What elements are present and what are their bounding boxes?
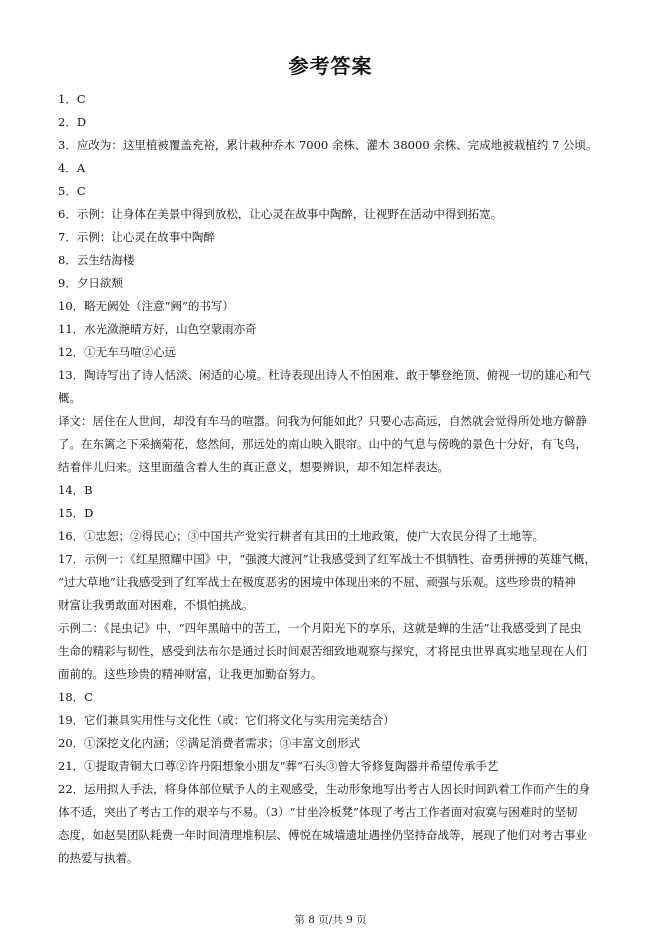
answer-line: 的热爱与执着。 bbox=[58, 851, 139, 865]
page-title: 参考答案 bbox=[288, 54, 373, 78]
answer-line: 14．B bbox=[58, 483, 93, 497]
answer-line: 示例二：《昆虫记》中，“四年黑暗中的苦工，一个月阳光下的享乐，这就是蝉的生活”让我感受到了昆虫 bbox=[58, 621, 582, 635]
answer-line: 20．①深挖文化内涵；②满足消费者需求；③丰富文创形式 bbox=[58, 736, 361, 750]
answer-line: 22．运用拟人手法，将身体部位赋予人的主观感受，生动形象地写出考古人因长时间趴着工作而产生的身 bbox=[58, 782, 591, 796]
answer-line: 面前的。这些珍贵的精神财富，让我更加勤奋努力。 bbox=[58, 667, 323, 681]
answer-line: 1．C bbox=[58, 92, 86, 106]
answer-line: 19．它们兼具实用性与文化性（或：它们将文化与实用完美结合） bbox=[58, 713, 395, 727]
answer-line: “过大草地”让我感受到了红军战士在极度恶劣的困境中体现出来的不屈、顽强与乐观。这些珍贵的精神 bbox=[58, 575, 576, 589]
answer-line: 生命的精彩与韧性，感受到法布尔是通过长时间艰苦细致地观察与探究，才将昆虫世界真实地呈现在人们 bbox=[58, 644, 587, 658]
answer-line: 16．①忠恕；②得民心；③中国共产党实行耕者有其田的土地政策，使广大农民分得了土地等。 bbox=[58, 529, 545, 543]
answer-line: 态度，如赵昊团队耗费一年时间清理堆积层、傅悦在城墙遗址遇挫仍坚持奋战等，展现了他们对考古事业 bbox=[58, 828, 587, 842]
answer-line: 译文：居住在人世间，却没有车马的喧嚣。问我为何能如此？只要心志高远，自然就会觉得所处地方僻静 bbox=[58, 414, 587, 428]
answer-line: 了。在东篱之下采摘菊花，悠然间，那远处的南山映入眼帘。山中的气息与傍晚的景色十分好，有飞鸟， bbox=[58, 437, 587, 451]
answer-line: 2．D bbox=[58, 115, 87, 129]
answer-line: 9．夕日欲颓 bbox=[58, 276, 123, 290]
answer-line: 体不适，突出了考古工作的艰辛与不易。（3）“甘坐冷板凳”体现了考古工作者面对寂寞与困难时的坚韧 bbox=[58, 805, 578, 819]
answer-line: 财富让我勇敢面对困难，不惧怕挑战。 bbox=[58, 598, 254, 612]
page-number-footer: 第 8 页/共 9 页 bbox=[294, 914, 367, 926]
answer-line: 7．示例：让心灵在故事中陶醉 bbox=[58, 230, 215, 244]
answer-list bbox=[58, 88, 620, 870]
answer-line: 12．①无车马喧②心远 bbox=[58, 345, 177, 359]
answer-line: 10．略无阙处（注意“阙”的书写） bbox=[58, 299, 234, 313]
answer-line: 21．①提取青铜大口尊②许丹阳想象小朋友“葬”石头③曾大爷修复陶器并希望传承手艺 bbox=[58, 759, 499, 773]
answer-line: 11．水光潋滟晴方好，山色空蒙雨亦奇 bbox=[58, 322, 257, 336]
answer-line: 13．陶诗写出了诗人恬淡、闲适的心境。杜诗表现出诗人不怕困难、敢于攀登绝顶、俯视一切的雄心和气 bbox=[58, 368, 591, 382]
answer-line: 4．A bbox=[58, 161, 86, 175]
answer-line: 15．D bbox=[58, 506, 94, 520]
answer-line: 3．应改为：这里植被覆盖充裕，累计栽种乔木 7000 余株、灌木 38000 余株、完成地被栽植约 7 公顷。 bbox=[58, 138, 598, 152]
answer-line: 5．C bbox=[58, 184, 86, 198]
answer-line: 17．示例一：《红星照耀中国》中，“强渡大渡河”让我感受到了红军战士不惧牺牲、奋勇拼搏的英雄气概， bbox=[58, 552, 597, 566]
answer-line: 18．C bbox=[58, 690, 93, 704]
answer-line: 8．云生结海楼 bbox=[58, 253, 135, 267]
answer-line: 结着伴儿归来。这里面蕴含着人生的真正意义，想要辨识，却不知怎样表达。 bbox=[58, 460, 449, 474]
answer-line: 概。 bbox=[58, 391, 81, 405]
answer-line: 6．示例：让身体在美景中得到放松，让心灵在故事中陶醉，让视野在活动中得到拓宽。 bbox=[58, 207, 503, 221]
